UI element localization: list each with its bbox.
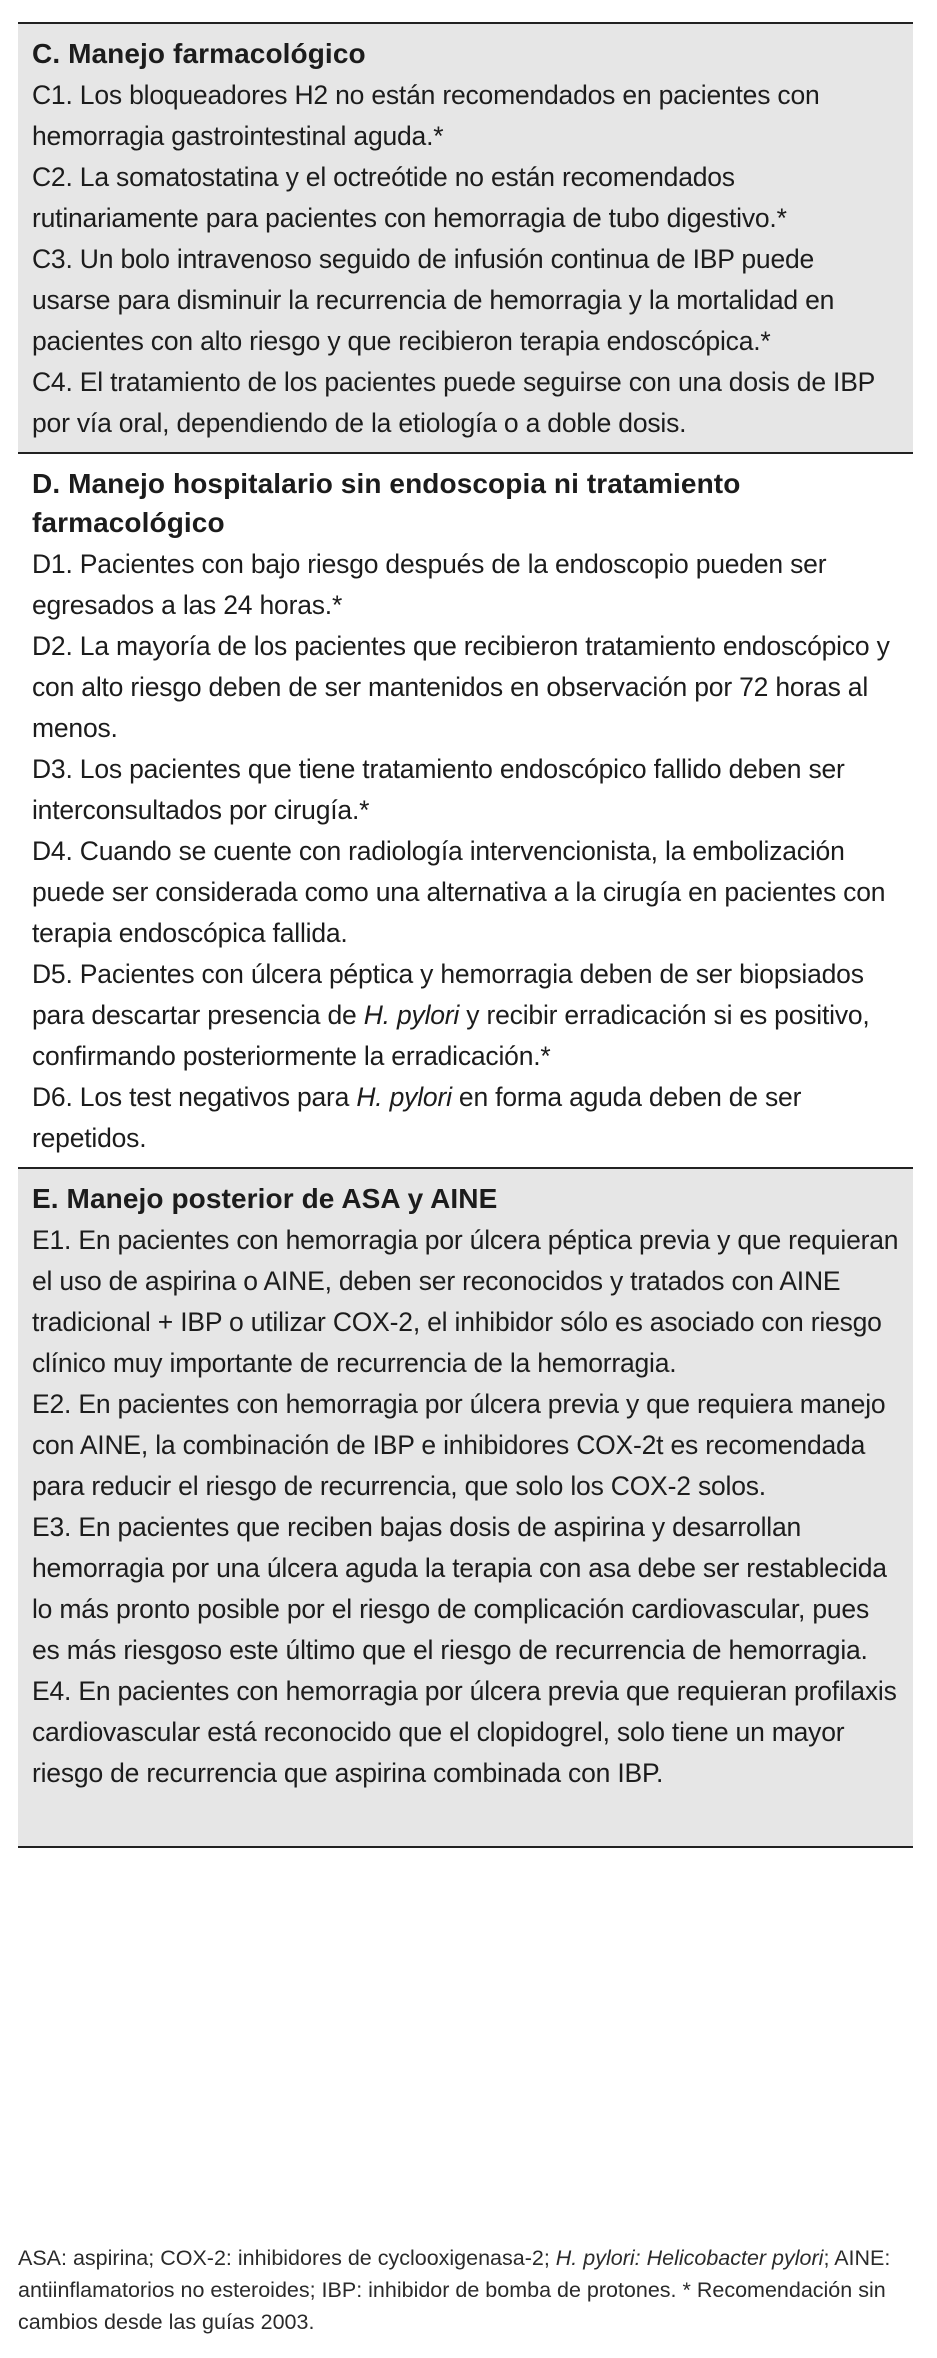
item-text: D5. Pacientes con úlcera péptica y hemorragia deben de ser biopsiados para descartar presencia de (32, 959, 864, 1030)
recommendation-item: D2. La mayoría de los pacientes que recibieron tratamiento endoscópico y con alto riesgo deben de ser mantenidos en observación por 72 horas al menos. (32, 631, 890, 743)
recommendation-item: E1. En pacientes con hemorragia por úlcera péptica previa y que requieran el uso de aspirina o AINE, deben ser reconocidos y tratados con AINE tradicional + IBP o utilizar COX-2, el inhibidor sólo es asociado con riesgo clínico muy importante de recurrencia de la hemorragia. (32, 1225, 899, 1378)
italic-term: H. pylori (356, 1082, 452, 1112)
recommendation-item: C3. Un bolo intravenoso seguido de infusión continua de IBP puede usarse para disminuir la recurrencia de hemorragia y la mortalidad en pacientes con alto riesgo y que recibieron terapia endoscópica.* (32, 244, 835, 356)
section-title: D. Manejo hospitalario sin endoscopia ni tratamiento farmacológico (32, 468, 741, 538)
section-e (18, 1169, 913, 1848)
recommendation-item: C1. Los bloqueadores H2 no están recomendados en pacientes con hemorragia gastrointestinal aguda.* (32, 80, 820, 151)
recommendation-item: C2. La somatostatina y el octreótide no están recomendados rutinariamente para pacientes con hemorragia de tubo digestivo.* (32, 162, 787, 233)
recommendation-item (32, 1077, 899, 1159)
recommendation-item: C4. El tratamiento de los pacientes puede seguirse con una dosis de IBP por vía oral, dependiendo de la etiología o a doble dosis. (32, 367, 875, 438)
recommendation-item: D1. Pacientes con bajo riesgo después de la endoscopio pueden ser egresados a las 24 horas.* (32, 549, 827, 620)
recommendation-item (32, 954, 899, 1077)
footnote-text: ASA: aspirina; COX-2: inhibidores de cyclooxigenasa-2; (18, 2245, 556, 2270)
recommendation-item: D4. Cuando se cuente con radiología intervencionista, la embolización puede ser considerada como una alternativa a la cirugía en pacientes con terapia endoscópica fallida. (32, 836, 886, 948)
item-text: y recibir erradicación si es positivo, confirmando posteriormente la erradicación.* (32, 1000, 870, 1071)
recommendations-table (18, 22, 913, 1848)
table-footnote (18, 2242, 918, 2338)
section-title: C. Manejo farmacológico (32, 38, 366, 69)
recommendation-item: E2. En pacientes con hemorragia por úlcera previa y que requiera manejo con AINE, la combinación de IBP e inhibidores COX-2t es recomendada para reducir el riesgo de recurrencia, que solo los COX-2 solos. (32, 1389, 886, 1501)
item-text: en forma aguda deben de ser repetidos. (32, 1082, 802, 1153)
recommendation-item: D3. Los pacientes que tiene tratamiento endoscópico fallido deben ser interconsultados por cirugía.* (32, 754, 845, 825)
footnote-text: ; AINE: antiinflamatorios no esteroides; IBP: inhibidor de bomba de protones. * Recomendación sin cambios desde las guías 2003. (18, 2245, 891, 2334)
recommendation-item: E3. En pacientes que reciben bajas dosis de aspirina y desarrollan hemorragia por una úlcera aguda la terapia con asa debe ser restablecida lo más pronto posible por el riesgo de complicación cardiovascular, pues es más riesgoso este último que el riesgo de recurrencia de hemorragia. (32, 1512, 887, 1665)
item-text: D6. Los test negativos para (32, 1082, 357, 1112)
section-d (18, 454, 913, 1169)
recommendation-item: E4. En pacientes con hemorragia por úlcera previa que requieran profilaxis cardiovascular está reconocido que el clopidogrel, solo tiene un mayor riesgo de recurrencia que aspirina combinada con IBP. (32, 1676, 897, 1788)
italic-term: H. pylori (363, 1000, 460, 1030)
italic-term: H. pylori: Helicobacter pylori (555, 2245, 824, 2270)
section-c (18, 24, 913, 454)
section-title: E. Manejo posterior de ASA y AINE (32, 1183, 498, 1214)
